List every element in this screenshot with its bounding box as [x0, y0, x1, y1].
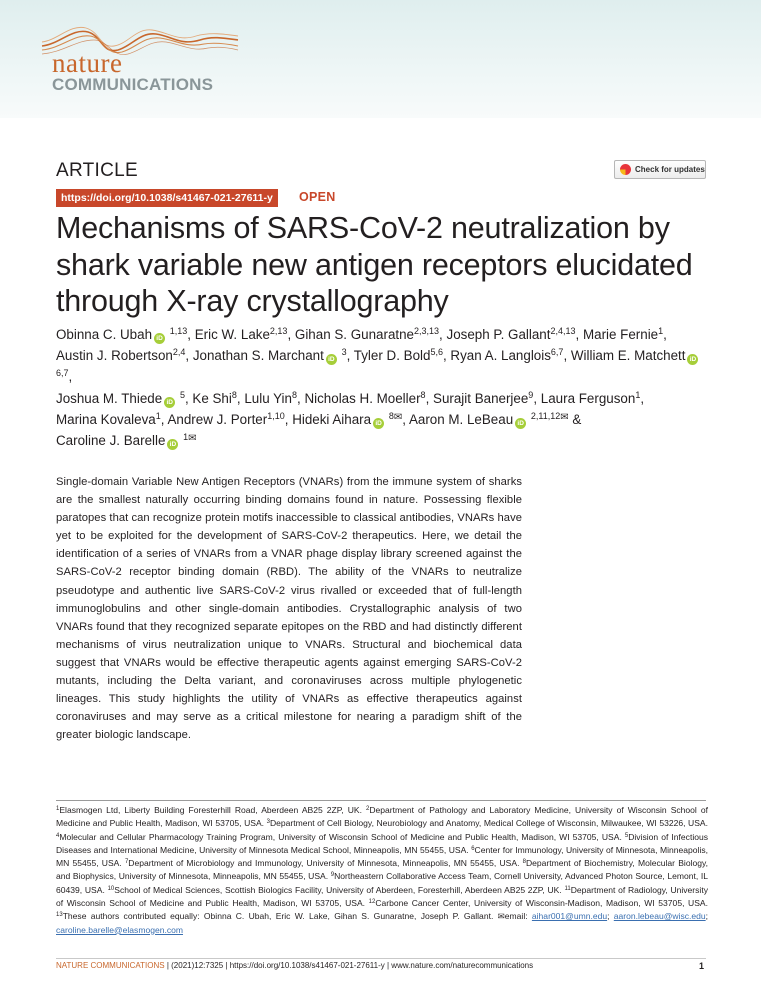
- author-affiliation-marker: 6,7: [56, 368, 69, 379]
- author-name[interactable]: Tyler D. Bold: [353, 348, 431, 364]
- orcid-icon[interactable]: iD: [373, 418, 384, 429]
- affiliation-number: 7: [124, 859, 129, 866]
- author-name[interactable]: Jonathan S. Marchant: [192, 348, 324, 364]
- check-for-updates-button[interactable]: [614, 160, 706, 179]
- affiliation-number: 2: [366, 806, 370, 812]
- logo-nature-text: nature: [52, 48, 123, 78]
- affiliations: $^1$Elasmogen Ltd, Liberty Building Foresterhill Road, Aberdeen AB25 2ZP, UK. $^2$Department of Pathology and Laboratory Medicine, University of Wisconsin School of Medicine and Public Health, Madison, WI 53705, USA. $^3$Department of Cell Biology, Neurobiology and Anatomy, Medical College of Wisconsin, Milwaukee, WI 53226, USA. $^4$Molecular and Cellular Pharmacology Training Program, University of Wisconsin School of Medicine and Public Health, Madison, WI 53705, USA. $^5$Division of Infectious Diseases and International Medicine, University of Minnesota Medical School, Minneapolis, MN 55455, USA. $^6$Center for Immunology, University of Minnesota, Minneapolis, MN 55455, USA. $^7$Department of Microbiology and Immunology, University of Minnesota, Minneapolis, MN 55455, USA. $^8$Department of Biochemistry, Molecular Biology, and Biophysics, University of Minnesota, Minneapolis, MN 55455, USA. $^9$Northeastern Collaborative Access Team, Cornell University, Advanced Photon Source, Lemont, IL 60439, USA. $^{10}$School of Medical Sciences, Scottish Biologics Facility, University of Aberdeen, Foresterhill, Aberdeen AB25 2ZP, UK. $^{11}$Department of Radiology, University of Wisconsin School of Medicine and Public Health, Madison, WI 53705, USA. $^{12}$Carbone Cancer Center, University of Wisconsin-Madison, Madison, WI 53705, USA. $^{13}$These authors contributed equally: Obinna C. Ubah, Eric W. Lake, Gihan S. Gunaratne, Joseph P. Gallant. ✉email: aihar001@umn.edu; aaron.lebeau@wisc.edu; caroline.barelle@elasmogen.com: [56, 805, 709, 935]
- affiliation-number: 3: [266, 819, 270, 826]
- author-affiliation-marker: 9: [528, 389, 534, 400]
- affiliation-text: Department of Biochemistry, Molecular Biology, and Biophysics, University of Minnesota, Minneapolis, MN 55455, USA.: [56, 858, 708, 882]
- email-label: email:: [504, 911, 532, 922]
- affiliation-text: Center for Immunology, University of Minnesota, Minneapolis, MN 55455, USA.: [56, 844, 709, 869]
- author-name[interactable]: Caroline J. Barelle: [56, 433, 166, 449]
- article-type-label: ARTICLE: [56, 160, 138, 181]
- author-affiliation-marker: 8: [291, 389, 297, 400]
- affiliation-number: 5: [624, 832, 629, 839]
- footer-journal-name[interactable]: NATURE COMMUNICATIONS: [56, 961, 165, 970]
- author-affiliation-marker: 2,4: [172, 347, 186, 358]
- author-affiliation-marker: 3: [341, 347, 347, 358]
- orcid-icon[interactable]: iD: [687, 354, 698, 365]
- page-number: 1: [698, 961, 704, 971]
- author-name[interactable]: Ke Shi: [192, 390, 232, 406]
- affiliation-text: Division of Infectious Diseases and International Medicine, University of Minnesota Medical School, Minneapolis, MN 55455, USA.: [56, 831, 708, 855]
- mail-icon: ✉: [497, 911, 505, 922]
- abstract: Single-domain Variable New Antigen Receptors (VNARs) from the immune system of sharks are the smallest naturally occurring binding domains found in nature. Possessing flexible paratopes that can recognize protein motifs inaccessible to classical antibodies, VNARs have yet to be exploited for the development of SARS-CoV-2 therapeutics. Here, we detail the identification of a series of VNARs from a VNAR phage display library screened against the SARS-CoV-2 receptor binding domain (RBD). The ability of the VNARs to neutralize pseudotype and authentic live SARS-CoV-2 virus rivalled or exceeded that of full-length immunoglobulins and other single-domain antibodies. Crystallographic analysis of two VNARs found that they recognized separate epitopes on the RBD and had distinctly different mechanisms of virus neutralization unique to VNARs. Structural and biochemical data suggest that VNARs would be effective therapeutic agents against emerging SARS-CoV-2 mutants, including the Delta variant, and coronaviruses across multiple phylogenetic lineages. This study highlights the utility of VNARs as effective therapeutics against coronaviruses and may serve as a critical milestone for nearing a paradigm shift of the greater biologic landscape.: [56, 476, 522, 742]
- author-affiliation-marker: 1,10: [267, 410, 285, 421]
- author-name[interactable]: Nicholas H. Moeller: [304, 390, 421, 406]
- email-link[interactable]: aihar001@umn.edu: [531, 911, 608, 922]
- author-name[interactable]: Obinna C. Ubah: [56, 327, 153, 342]
- author-name[interactable]: Marie Fernie: [582, 327, 659, 342]
- author-affiliation-marker: 2,13: [269, 326, 288, 336]
- author-name[interactable]: Ryan A. Langlois: [450, 348, 551, 364]
- email-link[interactable]: aaron.lebeau@wisc.edu: [613, 911, 706, 922]
- affiliation-number: 10: [107, 885, 115, 892]
- footer-citation[interactable]: | (2021)12:7325 | https://doi.org/10.1038/s41467-021-27611-y | www.nature.com/naturecommunications: [166, 961, 534, 970]
- author-name[interactable]: William E. Matchett: [570, 348, 686, 364]
- author-affiliation-marker: 2,11,12: [530, 410, 561, 421]
- author-affiliation-marker: 1: [155, 410, 161, 421]
- author-affiliation-marker: 1: [183, 432, 189, 443]
- author-list: Obinna C. Ubah iD $^{1,13}$, Eric W. Lake$^{2,13}$, Gihan S. Gunaratne$^{2,3,13}$, Joseph P. Gallant$^{2,4,13}$, Marie Fernie$^1$, Austin J. Robertson$^{2,4}$, Jonathan S. Marchant iD $^3$, Tyler D. Bold$^{5,6}$, Ryan A. Langlois$^{6,7}$, William E. Matchett iD $^{6,7}$, Joshua M. Thiede iD $^5$, Ke Shi$^8$, Lulu Yin$^8$, Nicholas H. Moeller$^8$, Surajit Banerjee$^9$, Laura Ferguson$^1$, Marina Kovaleva$^1$, Andrew J. Porter$^{1,10}$, Hideki Aihara iD $^{8✉}$, Aaron M. LeBeau iD $^{2,11,12✉}$ & Caroline J. Barelle iD $^{1✉}$: [56, 324, 716, 451]
- footer-divider: [56, 958, 706, 959]
- mail-icon[interactable]: ✉: [560, 411, 569, 423]
- author-name[interactable]: Austin J. Robertson: [56, 348, 173, 364]
- author-affiliation-marker: 5: [179, 389, 185, 400]
- affiliation-number: 13: [56, 912, 63, 919]
- author-name[interactable]: Surajit Banerjee: [433, 390, 529, 406]
- orcid-icon[interactable]: iD: [167, 439, 178, 450]
- author-affiliation-marker: 1: [635, 389, 641, 400]
- affiliation-text: Northeastern Collaborative Access Team, Cornell University, Advanced Photon Source, Lemont, IL 60439, USA.: [56, 871, 708, 895]
- journal-logo[interactable]: [40, 24, 240, 96]
- author-affiliation-marker: 1,13: [169, 326, 188, 336]
- affiliations-divider: [56, 800, 706, 801]
- affiliation-number: 8: [522, 859, 526, 866]
- author-name[interactable]: Aaron M. LeBeau: [408, 411, 514, 427]
- affiliation-text: Department of Microbiology and Immunology, University of Minnesota, Minneapolis, MN 55455, USA.: [128, 858, 523, 869]
- author-affiliation-marker: 6,7: [550, 347, 564, 358]
- page-footer: [56, 961, 706, 973]
- orcid-icon[interactable]: iD: [326, 354, 337, 365]
- mail-icon[interactable]: ✉: [393, 411, 403, 423]
- affiliation-number: 6: [471, 845, 475, 852]
- author-name[interactable]: Gihan S. Gunaratne: [294, 327, 415, 342]
- affiliation-text: School of Medical Sciences, Scottish Biologics Facility, University of Aberdeen, Foresterhill, Aberdeen AB25 2ZP, UK.: [114, 884, 565, 895]
- article-title: Mechanisms of SARS-CoV-2 neutralization by shark variable new antigen receptors elucidated through X-ray crystallography: [56, 211, 693, 318]
- affiliation-text: Molecular and Cellular Pharmacology Training Program, University of Wisconsin School of Medicine and Public Health, Madison, WI 53705, USA.: [59, 831, 625, 842]
- orcid-icon[interactable]: iD: [164, 397, 175, 408]
- affiliation-text: Department of Radiology, University of Wisconsin School of Medicine and Public Health, Madison, WI 53705, USA.: [56, 884, 708, 909]
- email-link[interactable]: caroline.barelle@elasmogen.com: [56, 924, 183, 935]
- author-affiliation-marker: 8: [388, 410, 394, 421]
- author-affiliation-marker: 2,3,13: [414, 326, 440, 336]
- author-affiliation-marker: 8: [231, 389, 237, 400]
- affiliation-number: 11: [564, 885, 571, 892]
- author-name[interactable]: Marina Kovaleva: [56, 411, 156, 427]
- affiliation-number: 1: [56, 806, 60, 812]
- affiliation-text: Department of Pathology and Laboratory Medicine, University of Wisconsin School of Medicine and Public Health, Madison, WI 53705, USA.: [56, 805, 708, 829]
- affiliation-number: 4: [56, 832, 60, 839]
- author-name[interactable]: Laura Ferguson: [540, 390, 636, 406]
- author-affiliation-marker: 5,6: [430, 347, 443, 358]
- author-name[interactable]: Hideki Aihara: [292, 411, 372, 427]
- affiliation-number: 12: [368, 899, 376, 906]
- mail-icon[interactable]: ✉: [188, 433, 197, 445]
- affiliation-number: 9: [330, 872, 335, 879]
- crossmark-icon: [620, 164, 631, 175]
- author-name[interactable]: Andrew J. Porter: [167, 411, 268, 427]
- affiliation-text: These authors contributed equally: Obinna C. Ubah, Eric W. Lake, Gihan S. Gunaratne, Joseph P. Gallant.: [62, 911, 498, 922]
- author-affiliation-marker: 8: [420, 389, 426, 400]
- open-access-label: OPEN: [299, 190, 336, 204]
- author-affiliation-marker: 1: [658, 326, 664, 336]
- author-name[interactable]: Eric W. Lake: [194, 327, 270, 342]
- logo-communications-text: COMMUNICATIONS: [52, 75, 214, 94]
- author-affiliation-marker: 2,4,13: [550, 326, 576, 336]
- check-for-updates-label: Check for updates: [635, 165, 705, 174]
- doi-link[interactable]: https://doi.org/10.1038/s41467-021-27611-y: [56, 189, 278, 207]
- affiliation-text: Carbone Cancer Center, University of Wisconsin-Madison, Madison, WI 53705, USA.: [375, 898, 708, 909]
- orcid-icon[interactable]: iD: [154, 333, 165, 344]
- author-name[interactable]: Joshua M. Thiede: [56, 390, 163, 406]
- orcid-icon[interactable]: iD: [515, 418, 526, 429]
- author-name[interactable]: Lulu Yin: [244, 390, 292, 406]
- author-name[interactable]: Joseph P. Gallant: [446, 327, 551, 342]
- affiliation-text: Elasmogen Ltd, Liberty Building Foresterhill Road, Aberdeen AB25 2ZP, UK.: [59, 805, 367, 815]
- affiliation-text: Department of Cell Biology, Neurobiology and Anatomy, Medical College of Wisconsin, Milwaukee, WI 53226, USA.: [269, 818, 708, 829]
